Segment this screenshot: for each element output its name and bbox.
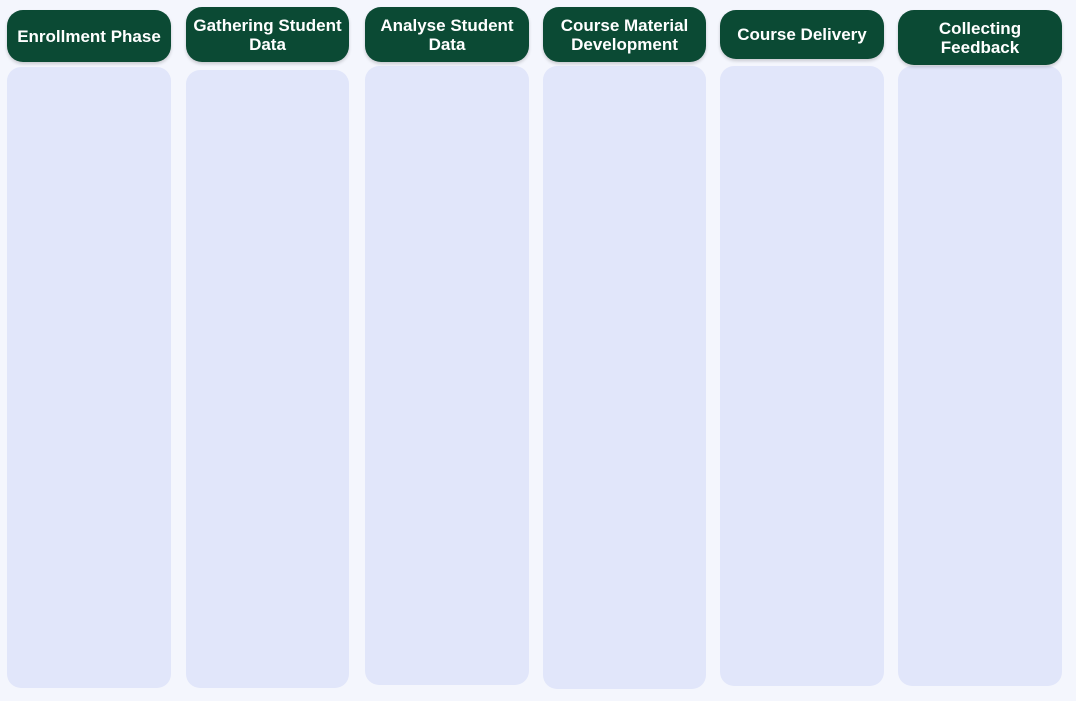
phase-card [7,67,171,688]
phase-header: Gathering Student Data [186,7,349,62]
phase-column [720,0,884,701]
phase-header: Collecting Feedback [898,10,1062,65]
phase-column [7,0,171,701]
phase-column [186,0,349,701]
phase-column [543,0,706,701]
phase-column [898,0,1062,701]
phase-card [720,66,884,686]
phase-header: Course Material Development [543,7,706,62]
phase-header: Analyse Student Data [365,7,529,62]
phase-header: Enrollment Phase [7,10,171,62]
phase-card [898,66,1062,686]
phase-card [186,70,349,688]
phase-column [365,0,529,701]
phase-card [543,66,706,689]
phase-header: Course Delivery [720,10,884,59]
phase-card [365,66,529,685]
